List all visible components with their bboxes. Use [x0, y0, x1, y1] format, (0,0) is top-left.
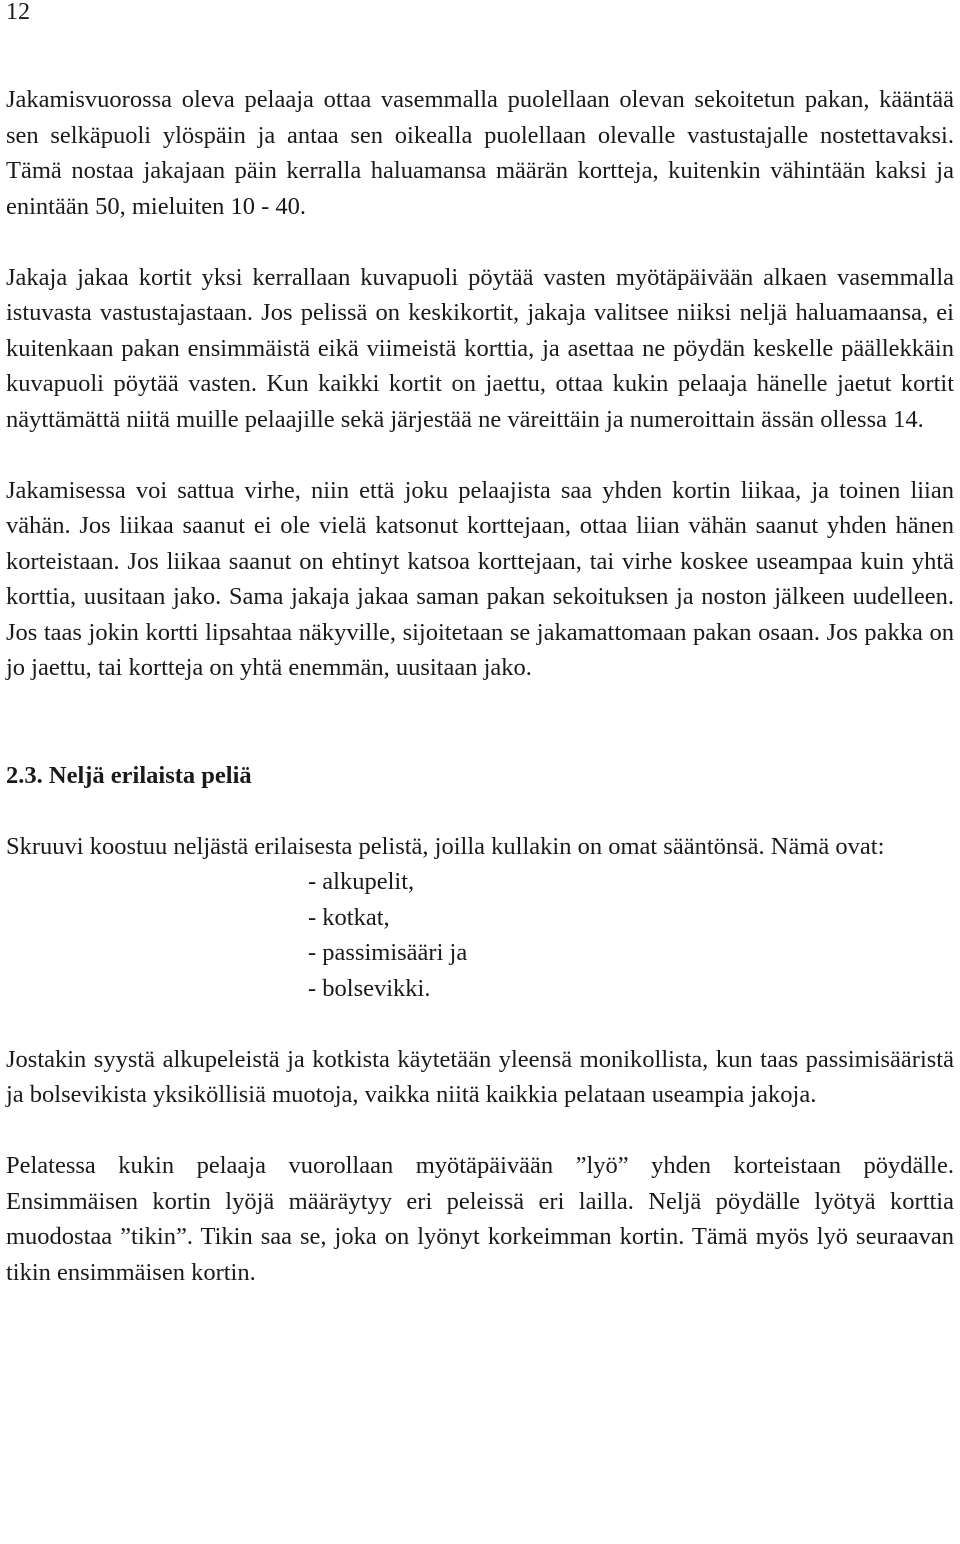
list-item: - passimisääri ja [308, 939, 468, 966]
document-body [6, 82, 954, 1290]
paragraph-misdeal: Jakamisessa voi sattua virhe, niin että joku pelaajista saa yhden kortin liikaa, ja toinen liian vähän. Jos liikaa saanut ei ole vielä katsonut korttejaan, ottaa liian vähän saanut yhden hänen korteistaan. Jos liikaa saanut on ehtinyt katsoa korttejaan, tai virhe koskee useampaa kuin yhtä korttia, uusitaan jako. Sama jakaja jakaa saman pakan sekoituksen ja noston jälkeen uudelleen. Jos taas jokin kortti lipsahtaa näkyville, sijoitetaan se jakamattomaan pakan osaan. Jos pakka on jo jaettu, tai kortteja on yhtä enemmän, uusitaan jako. [6, 476, 954, 681]
list-item: - alkupelit, [308, 868, 415, 895]
paragraph-intro: Skruuvi koostuu neljästä erilaisesta pelistä, joilla kullakin on omat sääntönsä. Nämä ovat: [6, 832, 885, 860]
page-number: 12 [6, 0, 30, 25]
paragraph-dealing-cut: Jakamisvuorossa oleva pelaaja ottaa vasemmalla puolellaan olevan sekoitetun pakan, kääntää sen selkäpuoli ylöspäin ja antaa sen oikealla puolellaan olevalle vastustajalle nostettavaksi. Tämä nostaa jakajaan päin kerralla haluamansa määrän kortteja, kuitenkin vähintään kaksi ja enintään 50, mieluiten 10 - 40. [6, 86, 954, 220]
game-list [6, 864, 954, 1006]
paragraph-trick: Pelatessa kukin pelaaja vuorollaan myötäpäivään ”lyö” yhden korteistaan pöydälle. Ensimmäisen kortin lyöjä määräytyy eri peleissä eri lailla. Neljä pöydälle lyötyä korttia muodostaa ”tikin”. Tikin saa se, joka on lyönyt korkeimman kortin. Tämä myös lyö seuraavan tikin ensimmäisen kortin. [6, 1152, 954, 1286]
list-item: - kotkat, [308, 903, 390, 931]
paragraph-dealing-cards: Jakaja jakaa kortit yksi kerrallaan kuvapuoli pöytää vasten myötäpäivään alkaen vasemmalla istuvasta vastustajastaan. Jos pelissä on keskikortit, jakaja valitsee niiksi neljä haluamaansa, ei kuitenkaan pakan ensimmäistä eikä viimeistä korttia, ja asettaa ne pöydän keskelle päällekkäin kuvapuoli pöytää vasten. Kun kaikki kortit on jaettu, ottaa kukin pelaaja hänelle jaetut kortit näyttämättä niitä muille pelaajille sekä järjestää ne väreittäin ja numeroittain ässän ollessa 14. [6, 263, 954, 433]
section-heading: 2.3. Neljä erilaista peliä [6, 761, 252, 789]
paragraph-plural-forms: Jostakin syystä alkupeleistä ja kotkista käytetään yleensä monikollista, kun taas passimisääristä ja bolsevikista yksiköllisiä muotoja, vaikka niitä kaikkia pelataan useampia jakoja. [6, 1045, 954, 1108]
list-item: - bolsevikki. [308, 974, 431, 1002]
